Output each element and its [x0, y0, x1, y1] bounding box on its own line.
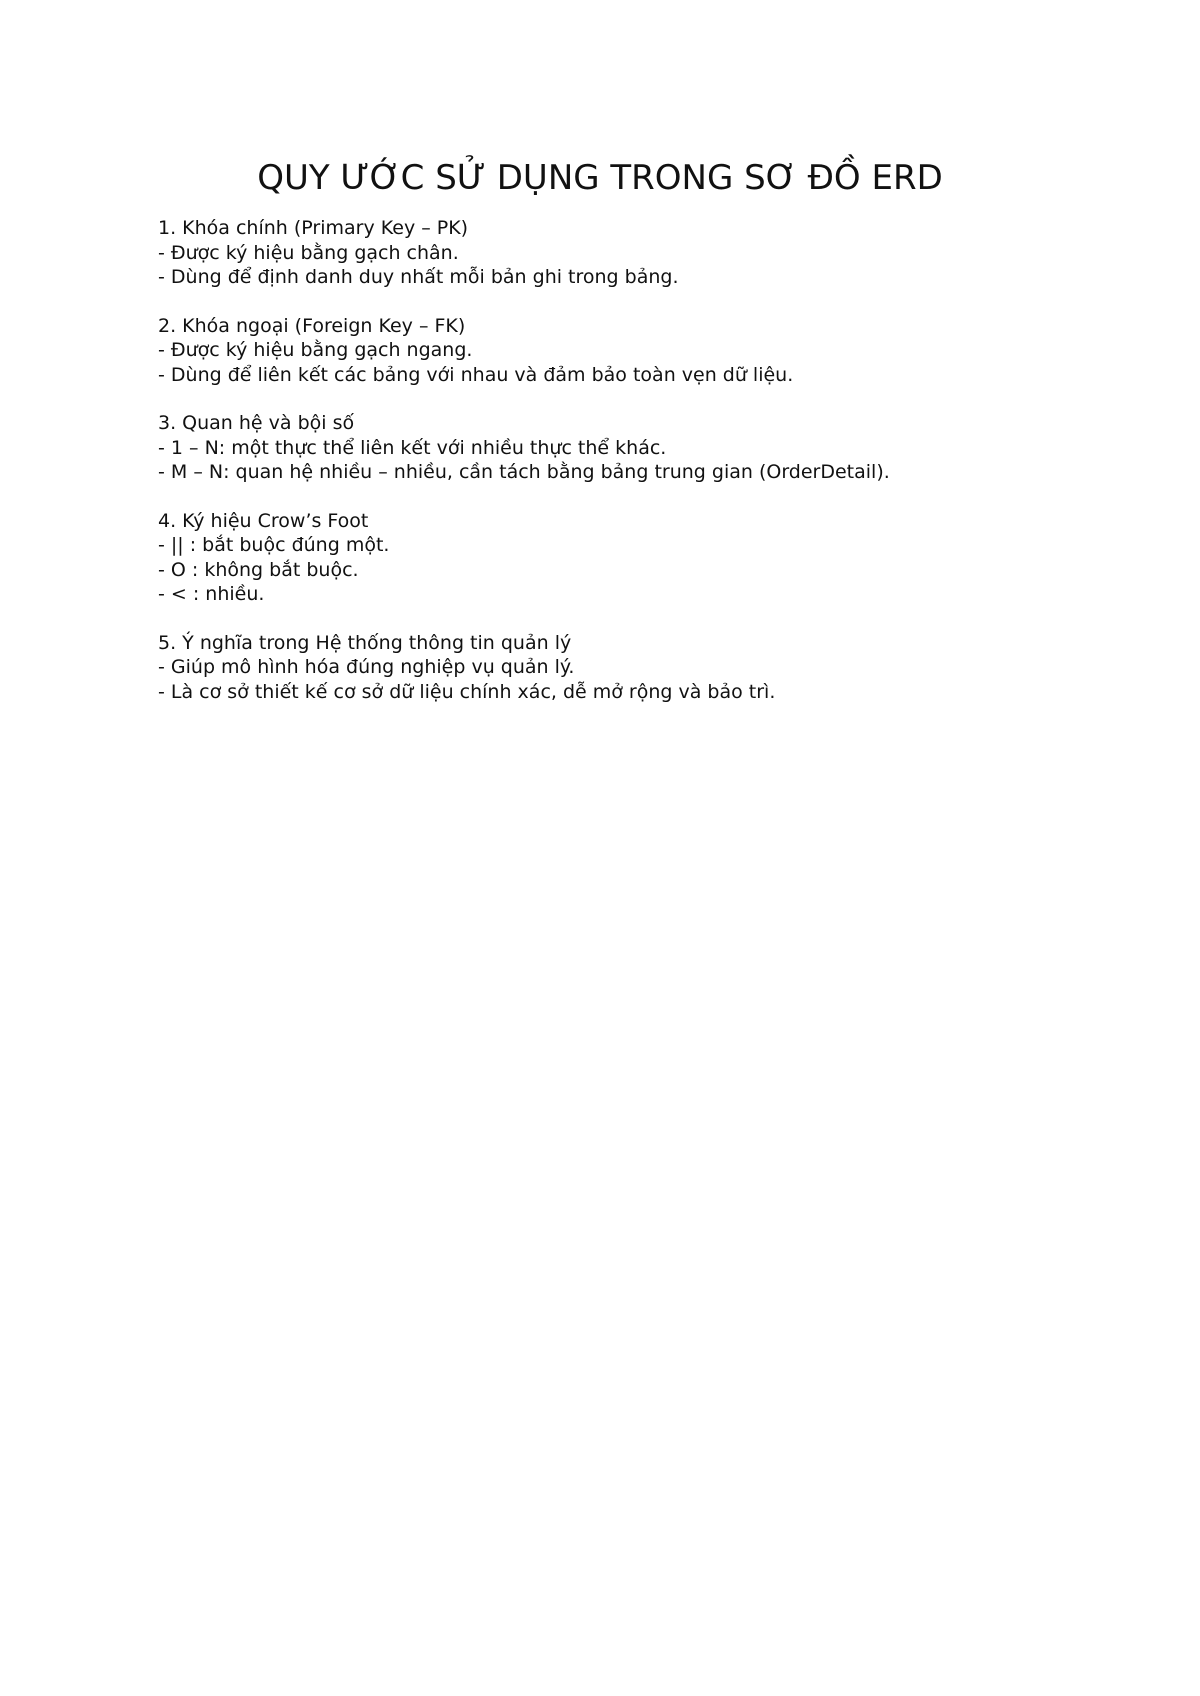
- section-line: - < : nhiều.: [158, 583, 265, 605]
- section-line: - M – N: quan hệ nhiều – nhiều, cần tách bằng bảng trung gian (OrderDetail).: [158, 461, 890, 483]
- section-line: - || : bắt buộc đúng một.: [158, 534, 390, 556]
- section-line: - Dùng để liên kết các bảng với nhau và đảm bảo toàn vẹn dữ liệu.: [158, 363, 794, 386]
- section-mis-meaning: [158, 631, 1138, 705]
- section-relationships: [158, 411, 1138, 485]
- section-line: - O : không bắt buộc.: [158, 558, 359, 581]
- section-crows-foot: [158, 509, 1138, 607]
- section-heading: 2. Khóa ngoại (Foreign Key – FK): [158, 314, 466, 337]
- section-heading: 1. Khóa chính (Primary Key – PK): [158, 217, 469, 239]
- section-line: - Dùng để định danh duy nhất mỗi bản ghi trong bảng.: [158, 266, 679, 288]
- document-body: [158, 216, 1138, 728]
- section-foreign-key: [158, 314, 1138, 388]
- section-line: - Được ký hiệu bằng gạch ngang.: [158, 339, 473, 361]
- section-heading: 4. Ký hiệu Crow’s Foot: [158, 509, 369, 532]
- section-line: - Là cơ sở thiết kế cơ sở dữ liệu chính xác, dễ mở rộng và bảo trì.: [158, 680, 776, 703]
- section-line: - 1 – N: một thực thể liên kết với nhiều thực thể khác.: [158, 436, 667, 459]
- section-line: - Giúp mô hình hóa đúng nghiệp vụ quản lý.: [158, 656, 575, 678]
- section-heading: 3. Quan hệ và bội số: [158, 412, 355, 434]
- section-heading: 5. Ý nghĩa trong Hệ thống thông tin quản lý: [158, 631, 572, 654]
- section-line: - Được ký hiệu bằng gạch chân.: [158, 241, 459, 264]
- section-primary-key: [158, 216, 1138, 290]
- document-title: QUY ƯỚC SỬ DỤNG TRONG SƠ ĐỒ ERD: [257, 158, 943, 198]
